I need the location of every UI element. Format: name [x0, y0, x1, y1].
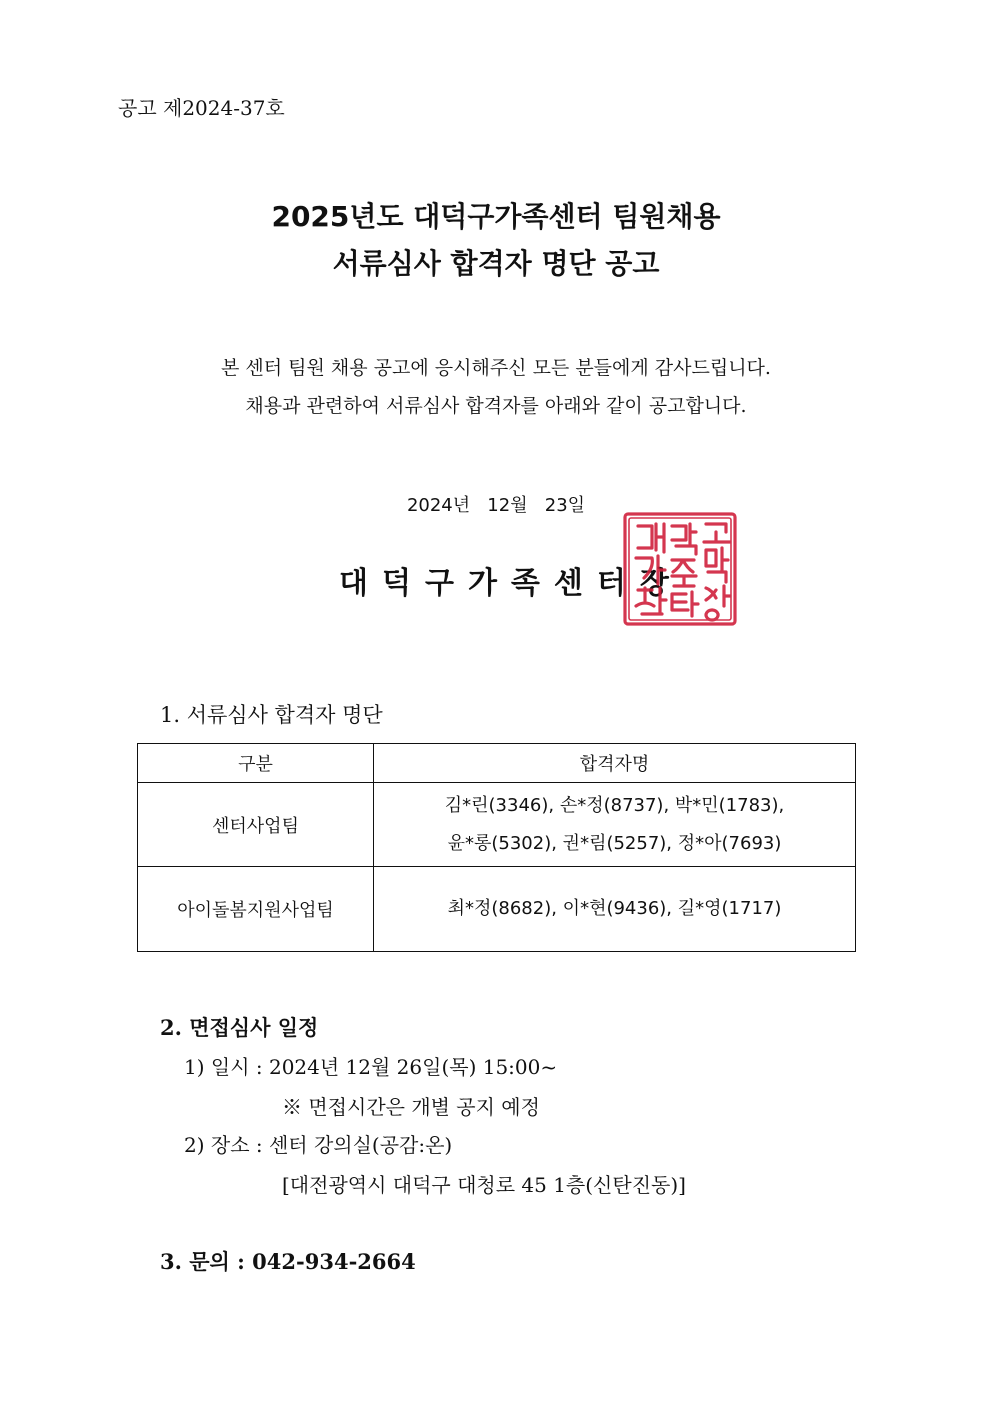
header-category: 구분 — [138, 744, 374, 783]
section2-heading: 2. 면접심사 일정 — [160, 1015, 319, 1040]
table-header-row — [138, 744, 856, 783]
contact-info: 3. 문의 : 042-934-2664 — [160, 1249, 416, 1274]
names-line: 김*린(3346), 손*정(8737), 박*민(1783), — [444, 794, 785, 816]
names-cell — [374, 867, 856, 952]
interview-place: 2) 장소 : 센터 강의실(공감:온) — [184, 1133, 453, 1157]
document-title-line1: 2025년도 대덕구가족센터 팀원채용 — [271, 200, 721, 233]
document-title-line2: 서류심사 합격자 명단 공고 — [332, 247, 660, 280]
header-names: 합격자명 — [374, 744, 856, 783]
section1-heading: 1. 서류심사 합격자 명단 — [160, 703, 383, 727]
interview-time-note: ※ 면접시간은 개별 공지 예정 — [282, 1095, 540, 1119]
team-cell: 센터사업팀 — [138, 783, 374, 867]
intro-line2: 채용과 관련하여 서류심사 합격자를 아래와 같이 공고합니다. — [245, 395, 747, 417]
table-row — [138, 783, 856, 867]
interview-address: [대전광역시 대덕구 대청로 45 1층(신탄진동)] — [282, 1173, 686, 1197]
intro-line1: 본 센터 팀원 채용 공고에 응시해주신 모든 분들에게 감사드립니다. — [221, 357, 771, 379]
issue-date: 2024년 12월 23일 — [406, 495, 586, 516]
official-seal-icon — [620, 510, 740, 628]
names-line: 윤*롱(5302), 권*림(5257), 정*아(7693) — [447, 832, 782, 854]
notice-number: 공고 제2024-37호 — [118, 96, 285, 120]
names-cell — [374, 783, 856, 867]
team-cell: 아이돌봄지원사업팀 — [138, 867, 374, 952]
issuer-name: 대덕구가족센터장 — [339, 566, 683, 601]
names-line: 최*정(8682), 이*현(9436), 길*영(1717) — [447, 898, 782, 919]
passed-candidates-table — [137, 743, 856, 952]
interview-datetime: 1) 일시 : 2024년 12월 26일(목) 15:00~ — [184, 1055, 558, 1079]
table-row — [138, 867, 856, 952]
